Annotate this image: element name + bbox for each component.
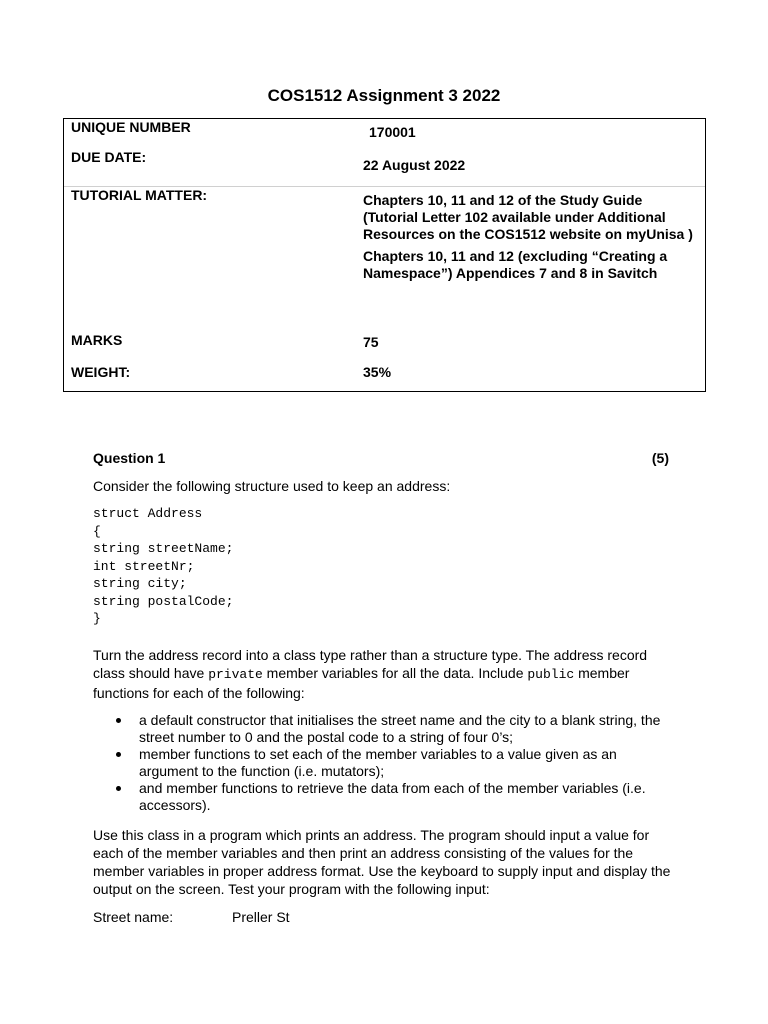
instructions-text-3: member functions for each of the following: [93, 665, 630, 701]
marks-value: 75 [363, 334, 379, 350]
bullet-icon [116, 718, 121, 723]
public-keyword: public [527, 667, 575, 682]
input-value: Preller St [232, 909, 290, 925]
tutorial-matter-value [363, 192, 693, 282]
tutorial-matter-label: TUTORIAL MATTER: [71, 187, 208, 203]
weight-label: WEIGHT: [71, 364, 131, 380]
question-heading [93, 450, 669, 466]
weight-value: 35% [363, 364, 392, 380]
instructions-text-1: Turn the address record into a class type rather than a structure type. The address record class should have [93, 647, 648, 681]
due-date-value: 22 August 2022 [363, 157, 466, 173]
due-date-label: DUE DATE: [71, 149, 147, 165]
bullet-icon [116, 786, 121, 791]
question-marks: (5) [651, 450, 669, 466]
instructions-paragraph [93, 646, 677, 702]
bullet-icon [116, 752, 121, 757]
question-intro: Consider the following structure used to keep an address: [93, 478, 451, 494]
list-item-text: a default constructor that initialises the street name and the city to a blank string, the street number to 0 and the postal code to a string of four 0’s; [139, 712, 661, 745]
question-title: Question 1 [93, 450, 166, 466]
document-title: COS1512 Assignment 3 2022 [267, 86, 501, 105]
unique-number-label: UNIQUE NUMBER [71, 119, 191, 135]
list-item [93, 746, 677, 780]
list-item-text: and member functions to retrieve the data from each of the member variables (i.e. accessors). [139, 780, 646, 813]
instructions-text-2: member variables for all the data. Include [262, 665, 528, 681]
program-paragraph: Use this class in a program which prints an address. The program should input a value for each of the member variables and then print an address consisting of the values for the member variables in proper address format. Use the keyboard to supply input and display the output on the screen. Test your program with the following input: [93, 827, 671, 897]
private-keyword: private [208, 667, 263, 682]
list-item-text: member functions to set each of the member variables to a value given as an argument to the function (i.e. mutators); [139, 746, 617, 779]
assignment-info-box [63, 118, 706, 392]
tutorial-matter-study-guide: Chapters 10, 11 and 12 of the Study Guide (Tutorial Letter 102 available under Additional Resources on the COS1512 website on myUnisa ) [363, 192, 693, 242]
input-label: Street name: [93, 909, 174, 925]
code-block: struct Address { string streetName; int streetNr; string city; string postalCode; } [93, 506, 234, 626]
list-item [93, 780, 677, 814]
test-input-row [93, 909, 290, 925]
unique-number-value: 170001 [369, 124, 416, 140]
list-item [93, 712, 677, 746]
requirements-list [93, 712, 677, 814]
tutorial-matter-savitch: Chapters 10, 11 and 12 (excluding “Creating a Namespace”) Appendices 7 and 8 in Savitch [363, 248, 668, 281]
marks-label: MARKS [71, 332, 123, 348]
